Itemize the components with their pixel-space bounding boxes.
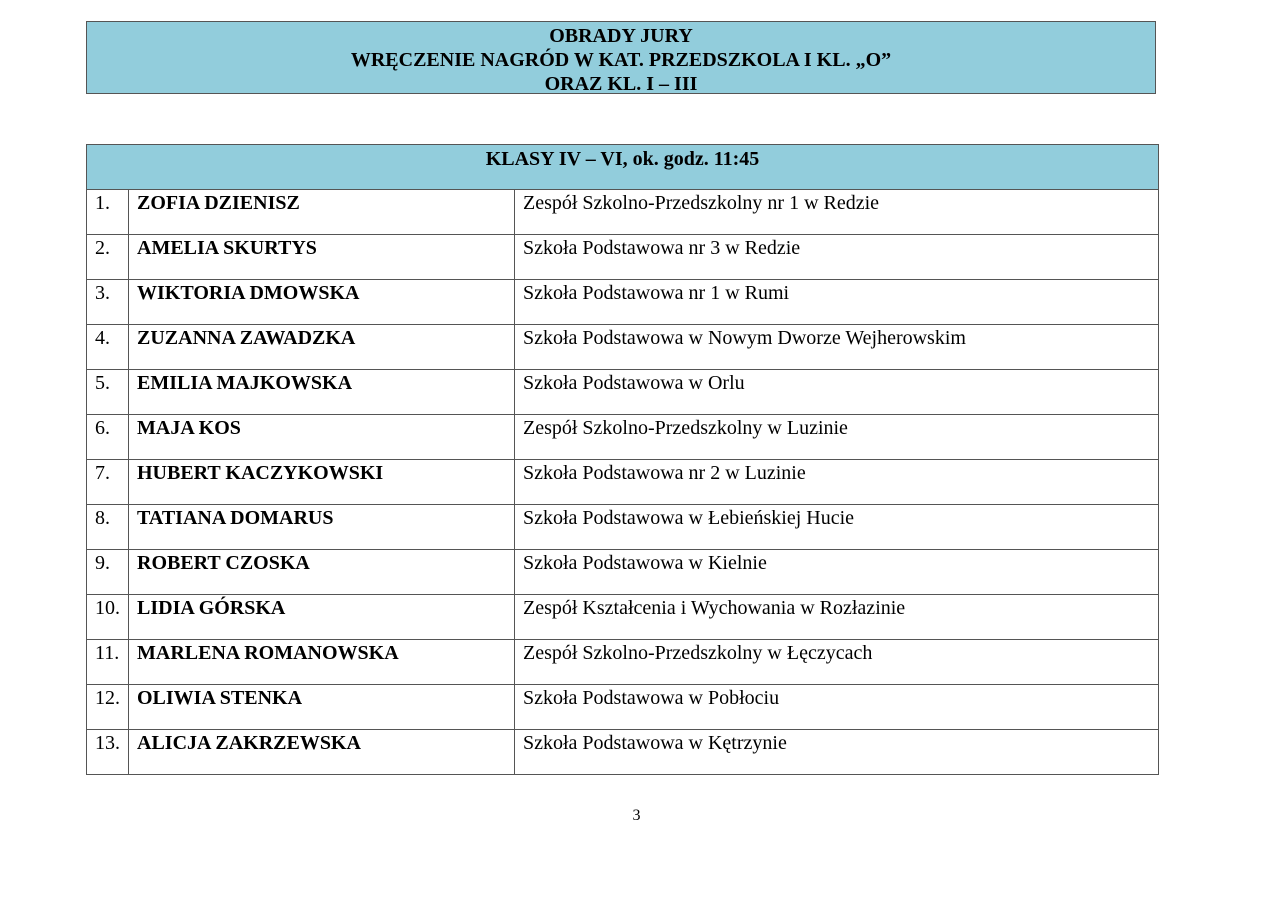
school-name: Zespół Szkolno-Przedszkolny w Łęczycach (515, 640, 1159, 685)
table-row (87, 685, 1159, 730)
header-title-line-1: OBRADY JURY (549, 25, 693, 47)
table-row (87, 415, 1159, 460)
table-row (87, 505, 1159, 550)
row-number: 12. (87, 685, 129, 730)
row-number: 1. (87, 190, 129, 235)
student-name: WIKTORIA DMOWSKA (129, 280, 515, 325)
student-name: LIDIA GÓRSKA (129, 595, 515, 640)
student-name: AMELIA SKURTYS (129, 235, 515, 280)
school-name: Zespół Szkolno-Przedszkolny w Luzinie (515, 415, 1159, 460)
student-name: ZOFIA DZIENISZ (129, 190, 515, 235)
row-number: 3. (87, 280, 129, 325)
table-row (87, 190, 1159, 235)
header-title-line-2: WRĘCZENIE NAGRÓD W KAT. PRZEDSZKOLA I KL. „O” (350, 49, 892, 71)
table-row (87, 550, 1159, 595)
student-name: MAJA KOS (129, 415, 515, 460)
table-row (87, 235, 1159, 280)
student-name: MARLENA ROMANOWSKA (129, 640, 515, 685)
table-row (87, 325, 1159, 370)
school-name: Szkoła Podstawowa w Kielnie (515, 550, 1159, 595)
student-name: TATIANA DOMARUS (129, 505, 515, 550)
row-number: 10. (87, 595, 129, 640)
row-number: 7. (87, 460, 129, 505)
table-title: KLASY IV – VI, ok. godz. 11:45 (87, 145, 1159, 190)
student-name: OLIWIA STENKA (129, 685, 515, 730)
table-row (87, 280, 1159, 325)
student-name: ZUZANNA ZAWADZKA (129, 325, 515, 370)
school-name: Szkoła Podstawowa nr 3 w Redzie (515, 235, 1159, 280)
school-name: Zespół Szkolno-Przedszkolny nr 1 w Redzie (515, 190, 1159, 235)
school-name: Szkoła Podstawowa w Łebieńskiej Hucie (515, 505, 1159, 550)
table-row (87, 460, 1159, 505)
row-number: 13. (87, 730, 129, 775)
school-name: Szkoła Podstawowa nr 1 w Rumi (515, 280, 1159, 325)
student-name: EMILIA MAJKOWSKA (129, 370, 515, 415)
table-row (87, 730, 1159, 775)
school-name: Szkoła Podstawowa w Pobłociu (515, 685, 1159, 730)
school-name: Szkoła Podstawowa nr 2 w Luzinie (515, 460, 1159, 505)
laureates-table (86, 144, 1159, 775)
table-row (87, 640, 1159, 685)
row-number: 9. (87, 550, 129, 595)
row-number: 11. (87, 640, 129, 685)
header-title-line-3: ORAZ KL. I – III (544, 73, 698, 95)
page-number: 3 (632, 807, 641, 824)
row-number: 4. (87, 325, 129, 370)
row-number: 8. (87, 505, 129, 550)
table-title-row (87, 145, 1159, 190)
school-name: Szkoła Podstawowa w Orlu (515, 370, 1159, 415)
row-number: 6. (87, 415, 129, 460)
student-name: HUBERT KACZYKOWSKI (129, 460, 515, 505)
student-name: ALICJA ZAKRZEWSKA (129, 730, 515, 775)
header-box (86, 21, 1156, 94)
table-row (87, 370, 1159, 415)
school-name: Zespół Kształcenia i Wychowania w Rozłazinie (515, 595, 1159, 640)
row-number: 5. (87, 370, 129, 415)
table-row (87, 595, 1159, 640)
school-name: Szkoła Podstawowa w Kętrzynie (515, 730, 1159, 775)
student-name: ROBERT CZOSKA (129, 550, 515, 595)
row-number: 2. (87, 235, 129, 280)
school-name: Szkoła Podstawowa w Nowym Dworze Wejherowskim (515, 325, 1159, 370)
table-body (87, 190, 1159, 775)
